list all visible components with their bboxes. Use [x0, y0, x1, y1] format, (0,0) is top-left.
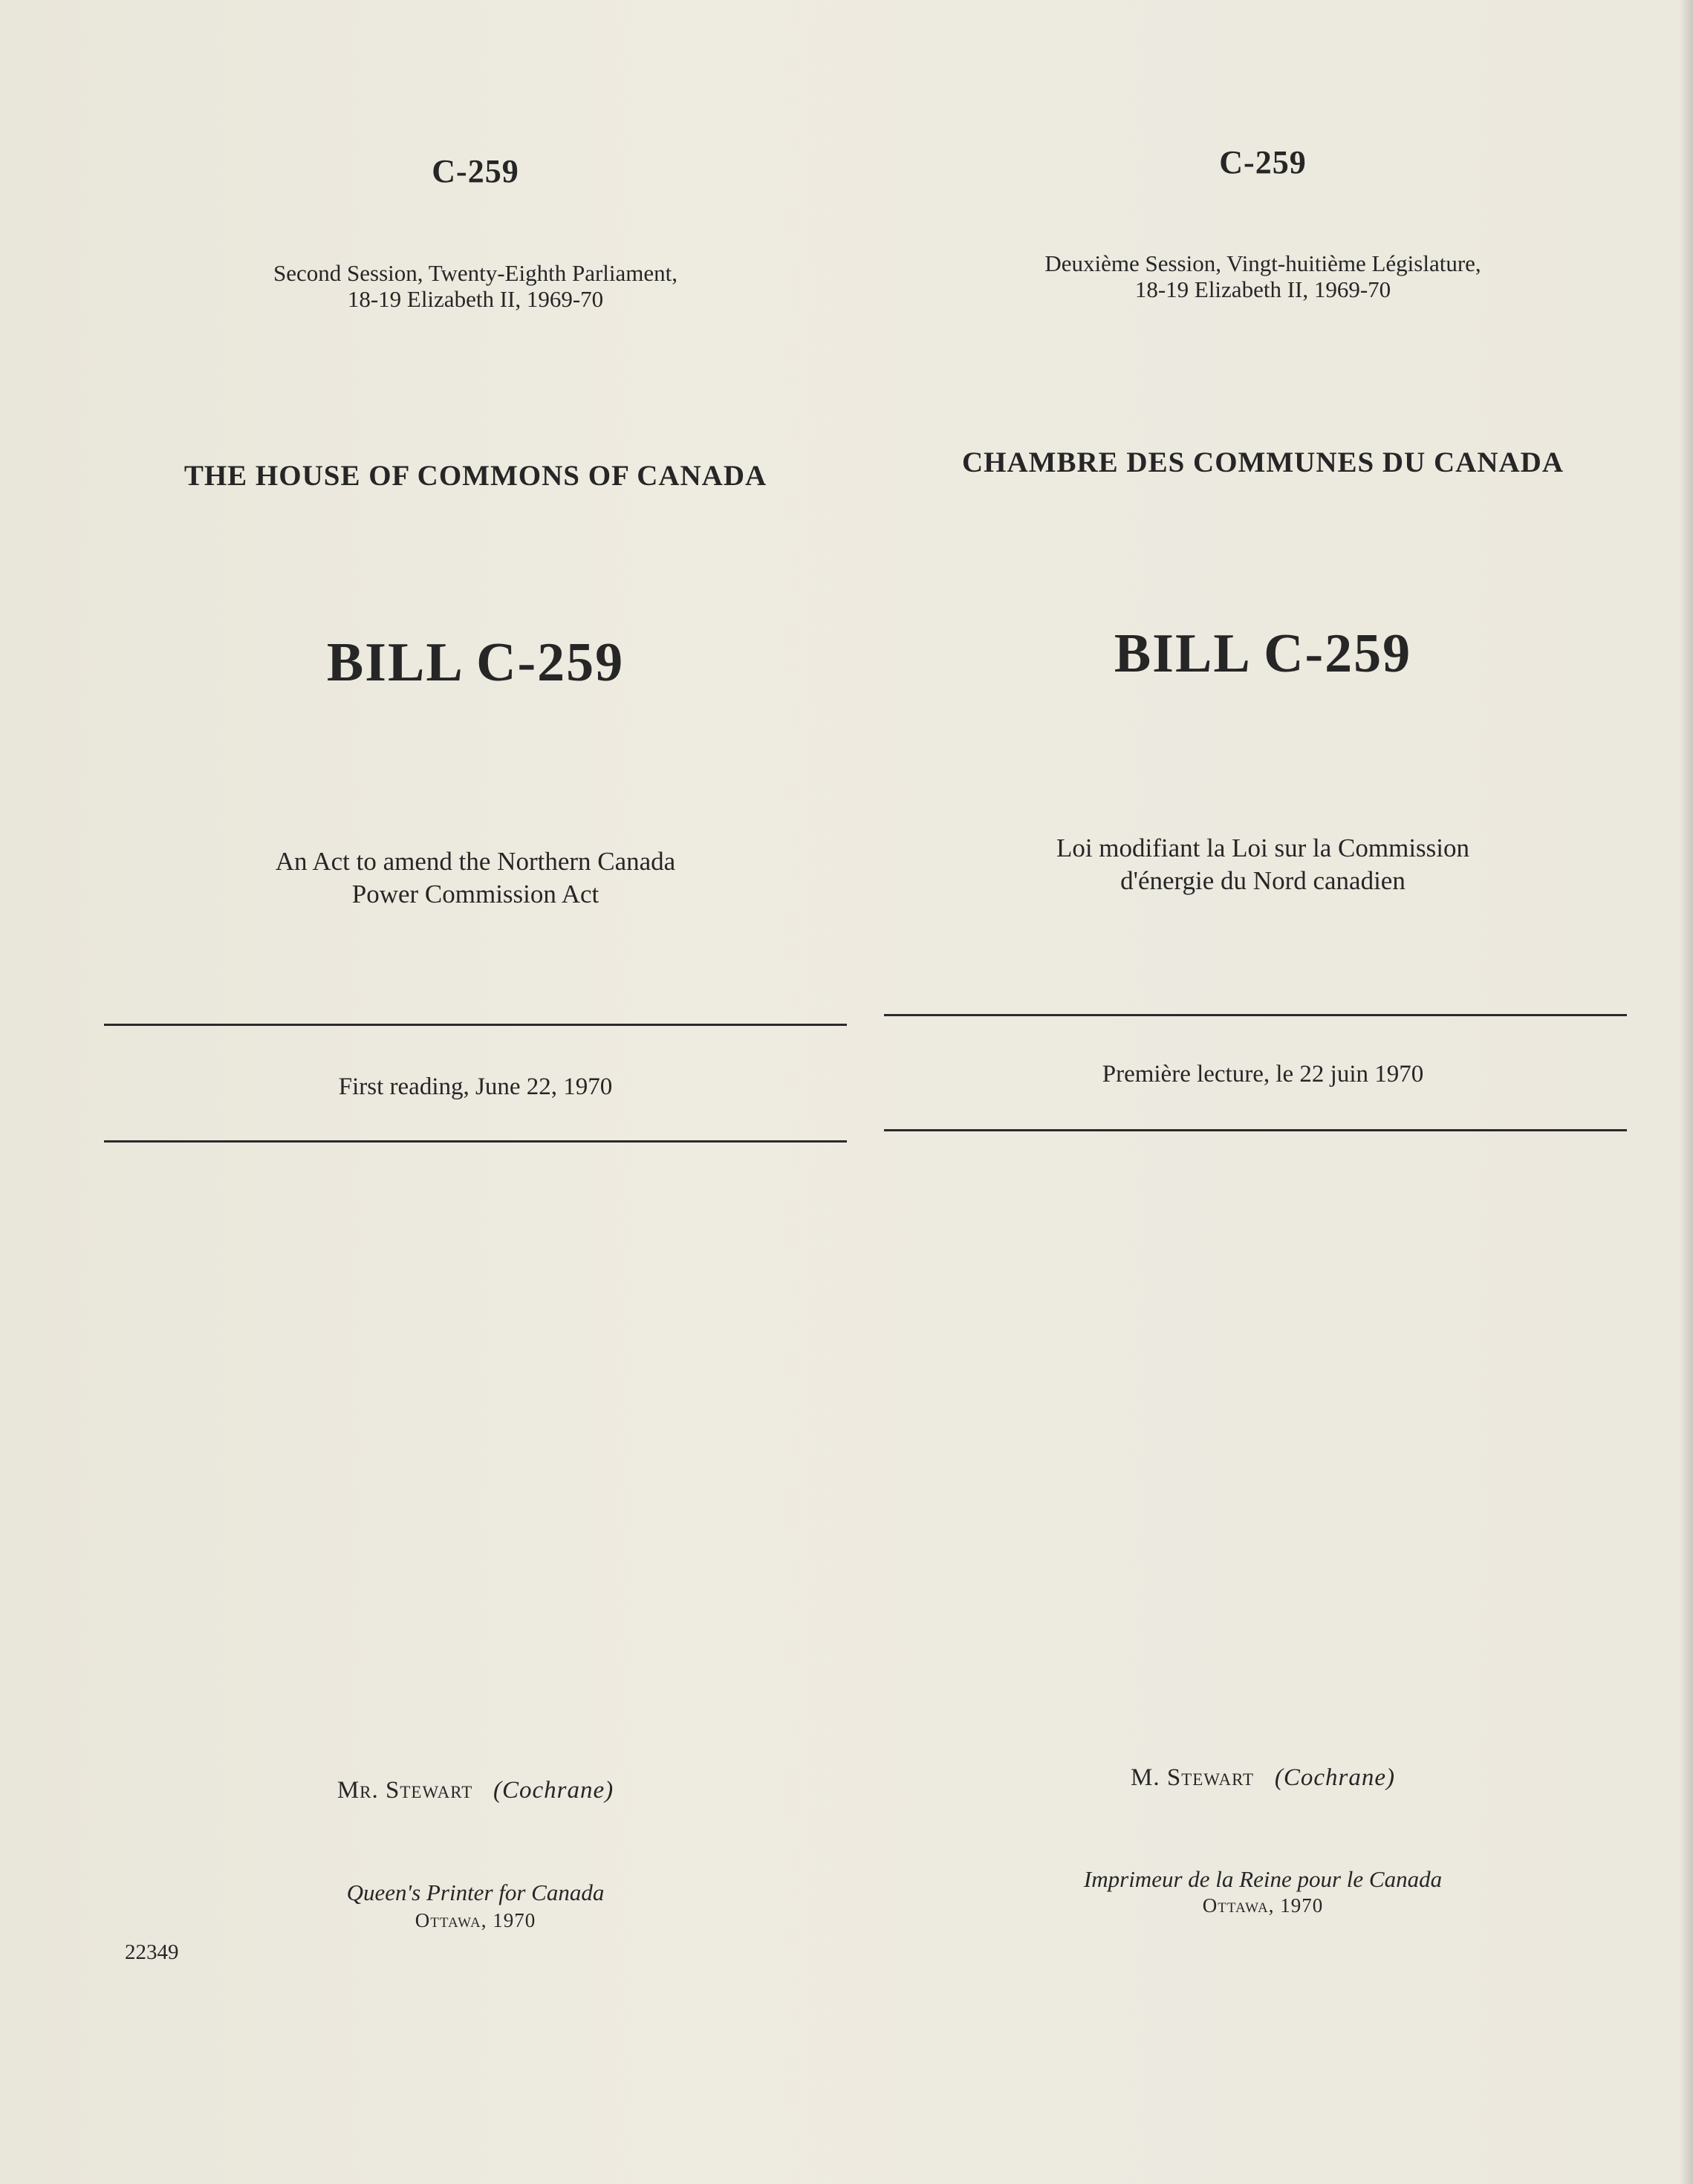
sponsor-riding: (Cochrane)	[1274, 1764, 1395, 1791]
bill-code: C-259	[1219, 144, 1307, 181]
sponsor	[869, 1764, 1657, 1792]
act-title	[74, 845, 877, 911]
sponsor-name: M. Stewart	[1131, 1764, 1255, 1791]
divider-rule-top	[884, 1014, 1627, 1016]
document-number: 22349	[125, 1940, 179, 1964]
bill-title: BILL C-259	[1114, 623, 1412, 684]
divider-rule-bottom	[104, 1140, 847, 1143]
act-line-1: An Act to amend the Northern Canada	[275, 847, 676, 876]
print-place-year: Ottawa, 1970	[1202, 1894, 1324, 1917]
first-reading: Première lecture, le 22 juin 1970	[1102, 1061, 1424, 1088]
bill-code: C-259	[432, 153, 519, 189]
french-column	[869, 0, 1657, 2184]
session-line-1: Second Session, Twenty-Eighth Parliament,	[273, 260, 677, 286]
divider-rule-bottom	[884, 1129, 1627, 1131]
act-line-2: d'énergie du Nord canadien	[1120, 866, 1406, 895]
divider-rule-top	[104, 1024, 847, 1026]
sponsor-riding: (Cochrane)	[493, 1777, 614, 1804]
session-line-2: 18-19 Elizabeth II, 1969-70	[1134, 276, 1391, 302]
session-info	[869, 250, 1657, 302]
printer: Queen's Printer for Canada	[346, 1879, 605, 1905]
house-name: THE HOUSE OF COMMONS OF CANADA	[183, 460, 767, 492]
act-title	[869, 832, 1657, 897]
session-line-2: 18-19 Elizabeth II, 1969-70	[347, 286, 604, 312]
english-column	[74, 0, 877, 2184]
act-line-1: Loi modifiant la Loi sur la Commission	[1056, 833, 1470, 862]
house-name: CHAMBRE DES COMMUNES DU CANADA	[962, 446, 1564, 478]
act-line-2: Power Commission Act	[351, 880, 599, 909]
print-place-year: Ottawa, 1970	[415, 1909, 536, 1931]
bill-title: BILL C-259	[326, 632, 625, 693]
printer: Imprimeur de la Reine pour le Canada	[1083, 1866, 1443, 1892]
session-line-1: Deuxième Session, Vingt-huitième Législature,	[1044, 250, 1481, 276]
sponsor-name: Mr. Stewart	[337, 1777, 473, 1804]
first-reading: First reading, June 22, 1970	[338, 1073, 613, 1100]
session-info	[74, 260, 877, 312]
sponsor	[74, 1777, 877, 1804]
